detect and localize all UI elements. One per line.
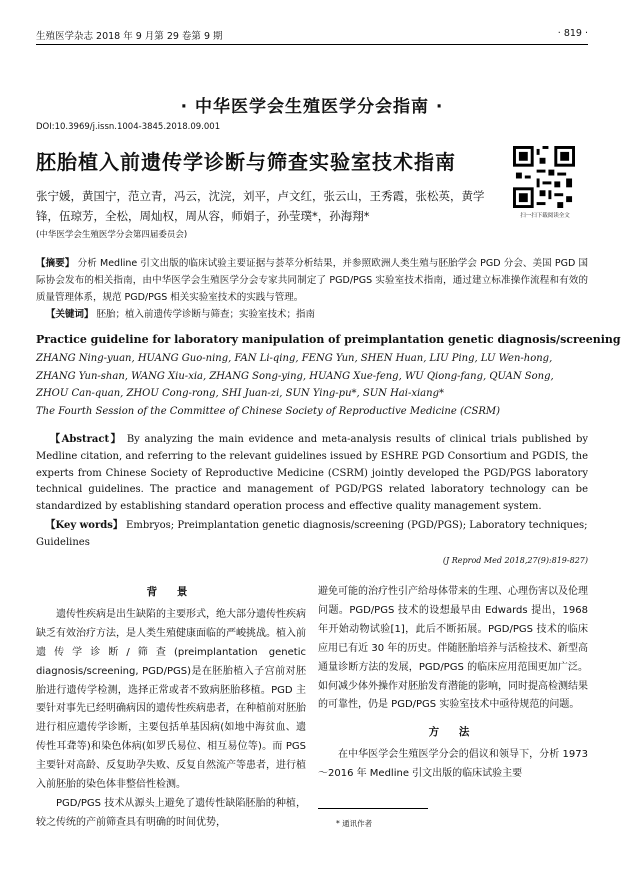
keywords-cn [46, 306, 588, 320]
journal-issue: 生殖医学杂志 2018 年 9 月第 29 卷第 9 期 [36, 31, 223, 42]
affiliation-en: The Fourth Session of the Committee of Chinese Society of Reproductive Medicine (CSRM) [36, 405, 501, 417]
methods-heading: 方 法 [428, 726, 478, 739]
title-en: Practice guideline for laboratory manipulation of preimplantation genetic diagnosis/screening [36, 333, 621, 346]
footnote-rule [318, 808, 428, 809]
body-column-right [318, 583, 588, 784]
body-column-left [36, 583, 306, 833]
citation: (J Reprod Med 2018,27(9):819-827) [442, 556, 588, 565]
abstract-cn-label: 【摘要】 [36, 258, 75, 269]
qr-code-icon[interactable] [513, 146, 575, 208]
background-heading: 背 景 [146, 586, 196, 598]
keywords-en [36, 518, 588, 552]
background-paragraph-3: 避免可能的治疗性引产给母体带来的生理、心理伤害以及伦理问题。PGD/PGS 技术的设想最早由 Edwards 提出，1968 年开始动物试验[1]，此后不断拓展。PGD/PGS 技术的临床应用已有近 30 年的历史。伴随胚胎培养与活检技术、新型高通量诊断方法的发展，PGD/PGS 的临床应用范围更加广泛。如何减少体外操作对胚胎发育潜能的影响，同时提高检测结果的可靠性，仍是 PGD/PGS 实验室技术中亟待规范的问题。 [318, 586, 588, 711]
authors-en: ZHANG Ning-yuan, HUANG Guo-ning, FAN Li-qing, FENG Yun, SHEN Huan, LIU Ping, LU Wen-hong, ZHANG Yun-shan, WANG Xiu-xia, ZHANG Song-ying, HUANG Xue-feng, WU Qiong-fang, QUAN Song, ZHOU Can-quan, ZHOU Cong-rong, SHI Juan-zi, SUN Ying-pu*, SUN Hai-xiang* [36, 353, 554, 399]
abstract-cn-text: 分析 Medline 引文出版的临床试验主要证据与荟萃分析结果，并参照欧洲人类生殖与胚胎学会 PGD 分会、美国 PGD 国际协会发布的相关指南，由中华医学会生殖医学分会专家共同制定了 PGD/PGS 实验室技术指南，通过建立标准操作流程和有效的质量管理体系，规范 PGD/PGS 相关实验室技术的实践与管理。 [36, 258, 588, 303]
page-number: · 819 · [557, 28, 588, 39]
page-title: 胚胎植入前遗传学诊断与筛查实验室技术指南 [36, 150, 456, 174]
keywords-en-text: Embryos; Preimplantation genetic diagnosis/screening (PGD/PGS); Laboratory techniques; Guidelines [36, 520, 588, 548]
authors-en-block [36, 350, 588, 420]
background-paragraph-2: PGD/PGS 技术从源头上避免了遗传性缺陷胚胎的种植，较之传统的产前筛查具有明确的时间优势， [36, 797, 306, 828]
abstract-en-text: By analyzing the main evidence and meta-analysis results of clinical trials published by Medline citation, and referring to the relevant guidelines issued by ESHRE PGD Consortium and PGDIS, the experts from Chinese Society of Reproductive Medicine (CSRM) jointly developed the PGD/PGS laboratory technical guidelines. The practice and management of PGD/PGS related laboratory technology can be standardized by establishing standard operation process and effective quality management system. [36, 434, 589, 513]
abstract-en [36, 432, 588, 516]
header-rule [36, 44, 588, 45]
methods-paragraph-1: 在中华医学会生殖医学分会的倡议和领导下，分析 1973～2016 年 Medline 引文出版的临床试验主要 [318, 749, 588, 780]
doi: DOI:10.3969/j.issn.1004-3845.2018.09.001 [36, 122, 221, 132]
keywords-cn-label: 【关键词】 [46, 309, 94, 320]
keywords-cn-text: 胚胎；植入前遗传学诊断与筛查；实验室技术；指南 [96, 309, 316, 320]
background-paragraph-1: 遗传性疾病是出生缺陷的主要形式，绝大部分遗传性疾病缺乏有效治疗方法，是人类生殖健康面临的严峻挑战。植入前遗传学诊断/筛查(preimplantation genetic diagnosis/screening, PGD/PGS)是在胚胎植入子宫前对胚胎进行遗传学检测，选择正常或者不致病胚胎移植。PGD 主要针对事先已经明确病因的遗传性疾病患者，在种植前对胚胎进行相应遗传学诊断，主要包括单基因病(如地中海贫血、遗传性耳聋等)和染色体病(如罗氏易位、相互易位等)。而 PGS 主要针对高龄、反复助孕失败、反复自然流产等患者，进行植入前胚胎的染色体非整倍性检测。 [36, 608, 306, 791]
authors-cn: 张宁媛，黄国宁，范立青，冯云，沈浣，刘平，卢文红，张云山，王秀霞，张松英，黄学锋，伍琼芳，全松，周灿权，周从容，师娟子，孙莹璞*，孙海翔* [36, 189, 485, 223]
keywords-en-label: 【Key words】 [45, 520, 123, 531]
abstract-en-label: 【Abstract】 [50, 434, 123, 445]
section-banner: · 中华医学会生殖医学分会指南 · [180, 97, 444, 117]
qr-caption: 扫一扫下载阅读全文 [520, 213, 570, 219]
abstract-cn [36, 255, 588, 306]
footnote: * 通讯作者 [336, 819, 373, 828]
affiliation-cn: (中华医学会生殖医学分会第四届委员会) [36, 230, 188, 240]
